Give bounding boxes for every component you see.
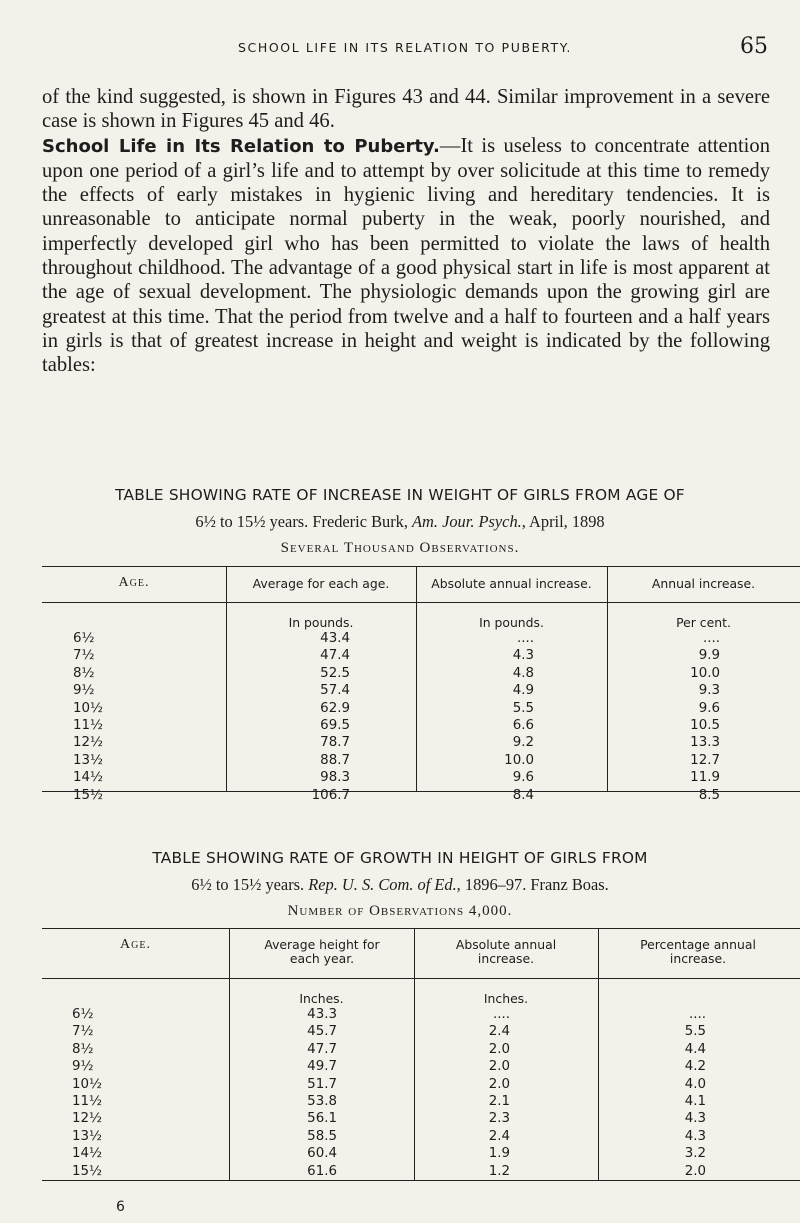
table-cell: 8.5 (698, 787, 720, 803)
table-cell: 9½ (73, 683, 95, 699)
section-heading: School Life in Its Relation to Puberty. (42, 135, 440, 157)
table-rule-bottom (42, 1180, 800, 1181)
table-cell: 13½ (73, 752, 104, 768)
table-cell: 9.6 (512, 770, 534, 786)
table-cell: 56.1 (307, 1111, 337, 1127)
weight-table-title: TABLE SHOWING RATE OF INCREASE IN WEIGHT OF GIRLS FROM AGE OF (115, 486, 685, 504)
table-cell: .... (688, 1007, 706, 1022)
col-header-average: Average height for each year. (264, 937, 380, 966)
table-cell: 4.4 (684, 1041, 706, 1057)
average-column (285, 1006, 337, 1180)
table-cell: 52.5 (320, 665, 350, 681)
col-header-percent: Annual increase. (651, 576, 756, 591)
table-cell: 14½ (72, 1146, 103, 1162)
table-cell: 6.6 (512, 718, 534, 734)
table-cell: 2.4 (488, 1128, 510, 1144)
table-cell: 4.3 (684, 1128, 706, 1144)
percent-column (668, 630, 720, 804)
table-cell: 2.0 (488, 1041, 510, 1057)
table-cell: 5.5 (512, 700, 534, 716)
table-cell: 14½ (73, 770, 104, 786)
col-header-average: Average for each age. (252, 576, 390, 591)
unit-percent: Per cent. (676, 615, 731, 630)
table-cell: 9.6 (698, 700, 720, 716)
table-cell: 10.0 (504, 752, 534, 768)
table-cell: 9.9 (698, 648, 720, 664)
age-column (72, 1006, 102, 1180)
table-cell: 78.7 (320, 735, 350, 751)
body-text (42, 85, 770, 378)
table-rule-header (42, 978, 800, 979)
height-table-note: Number of Observations 4,000. (287, 903, 513, 919)
table-rule-top (42, 566, 800, 567)
table-cell: 2.0 (488, 1059, 510, 1075)
table-cell: 8½ (73, 665, 95, 681)
absolute-column (474, 1006, 510, 1180)
table-cell: 11.9 (690, 770, 720, 786)
table-cell: 13½ (72, 1128, 103, 1144)
table-cell: 45.7 (307, 1024, 337, 1040)
table-cell: 12.7 (690, 752, 720, 768)
table-cell: 2.1 (488, 1094, 510, 1110)
table-cell: 4.2 (684, 1059, 706, 1075)
table-cell: 6½ (72, 1007, 94, 1022)
table-cell: 106.7 (311, 787, 350, 803)
table-cell: 47.7 (307, 1041, 337, 1057)
section-paragraph: —It is useless to concentrate attention upon one period of a girl’s life and to attempt by over solicitude at this time to remedy the effects of early mistakes in hygienic living and hereditary tendencies. It is unreasonable to anticipate normal puberty in the weak, poorly nourished, and imperfectly developed girl who has been permitted to violate the laws of health throughout childhood. The advantage of a good physical start in life is most apparent at the age of sexual development. The physiologic demands upon the growing girl are greatest at this time. That the period from twelve and a half to fourteen and a half years in girls is that of greatest increase in height and weight is indicated by the following tables: (42, 134, 770, 377)
table-rule-header (42, 602, 800, 603)
table-cell: 62.9 (320, 700, 350, 716)
table-cell: 49.7 (307, 1059, 337, 1075)
table-cell: 10.0 (690, 665, 720, 681)
table-cell: 15½ (72, 1163, 103, 1179)
running-head-title: SCHOOL LIFE IN ITS RELATION TO PUBERTY. (237, 40, 573, 55)
table-cell: 58.5 (307, 1128, 337, 1144)
age-column (73, 630, 103, 804)
table-cell: 4.3 (512, 648, 534, 664)
unit-average: Inches. (299, 991, 344, 1006)
col-header-age: Age. (118, 575, 150, 590)
absolute-column (484, 630, 534, 804)
table-cell: 47.4 (320, 648, 350, 664)
weight-table-note: Several Thousand Observations. (280, 540, 520, 556)
table-cell: 61.6 (307, 1163, 337, 1179)
table-cell: 98.3 (320, 770, 350, 786)
table-cell: 8½ (72, 1041, 94, 1057)
table-cell: 7½ (72, 1024, 94, 1040)
height-table-citation: 6½ to 15½ years. Rep. U. S. Com. of Ed., 1896–97. Franz Boas. (191, 875, 609, 894)
unit-absolute: Inches. (483, 991, 529, 1006)
table-cell: 43.3 (307, 1007, 337, 1022)
col-header-percent: Percentage annual increase. (640, 937, 756, 966)
table-cell: 69.5 (320, 718, 350, 734)
table-cell: 4.9 (512, 683, 534, 699)
table-cell: 9.2 (512, 735, 534, 751)
table-cell: 1.2 (488, 1163, 510, 1179)
table-cell: .... (702, 631, 720, 646)
intro-text: of the kind suggested, is shown in Figures 43 and 44. Similar improvement in a severe case is shown in Figures 45 and 46. (42, 86, 770, 133)
table-cell: 15½ (73, 787, 104, 803)
weight-table-citation: 6½ to 15½ years. Frederic Burk, Am. Jour. Psych., April, 1898 (195, 512, 605, 531)
height-table-title: TABLE SHOWING RATE OF GROWTH IN HEIGHT OF GIRLS FROM (152, 849, 648, 867)
table-cell: 12½ (72, 1111, 103, 1127)
percent-column (658, 1006, 706, 1180)
table-cell: 5.5 (684, 1024, 706, 1040)
table-cell: 6½ (73, 631, 95, 646)
table-cell: .... (492, 1007, 510, 1022)
col-header-age: Age. (120, 937, 151, 952)
table-cell: 2.0 (684, 1163, 706, 1179)
height-table (42, 928, 800, 1181)
table-cell: 9½ (72, 1059, 94, 1075)
table-cell: 2.0 (488, 1076, 510, 1092)
table-cell: 4.0 (684, 1076, 706, 1092)
table-cell: 4.8 (512, 665, 534, 681)
running-head (42, 36, 768, 60)
table-cell: 4.3 (684, 1111, 706, 1127)
unit-average: In pounds. (288, 615, 354, 630)
table-cell: 53.8 (307, 1094, 337, 1110)
weight-table (42, 566, 800, 803)
table-cell: 10½ (72, 1076, 103, 1092)
col-header-absolute: Absolute annual increase. (455, 937, 557, 966)
table-cell: 9.3 (698, 683, 720, 699)
table-cell: 43.4 (320, 631, 350, 646)
signature-mark: 6 (116, 1199, 125, 1215)
col-header-absolute: Absolute annual increase. (431, 576, 592, 591)
table-cell: 51.7 (307, 1076, 337, 1092)
table-cell: 2.4 (488, 1024, 510, 1040)
table-cell: 60.4 (307, 1146, 337, 1162)
table-cell: 2.3 (488, 1111, 510, 1127)
table-cell: 10½ (73, 700, 104, 716)
table-cell: 7½ (73, 648, 95, 664)
table-cell: 57.4 (320, 683, 350, 699)
table-cell: 4.1 (684, 1094, 706, 1110)
table-cell: 88.7 (320, 752, 350, 768)
table-cell: 1.9 (488, 1146, 510, 1162)
table-cell: 13.3 (690, 735, 720, 751)
table-rule-top (42, 928, 800, 929)
table-cell: 11½ (73, 718, 104, 734)
table-cell: 8.4 (512, 787, 534, 803)
table-cell: 3.2 (684, 1146, 706, 1162)
table-cell: 11½ (72, 1094, 103, 1110)
average-column (288, 630, 350, 804)
table-cell: 10.5 (690, 718, 720, 734)
table-cell: 12½ (73, 735, 104, 751)
unit-absolute: In pounds. (479, 615, 544, 630)
table-cell: .... (516, 631, 534, 646)
page-number: 65 (740, 34, 768, 59)
